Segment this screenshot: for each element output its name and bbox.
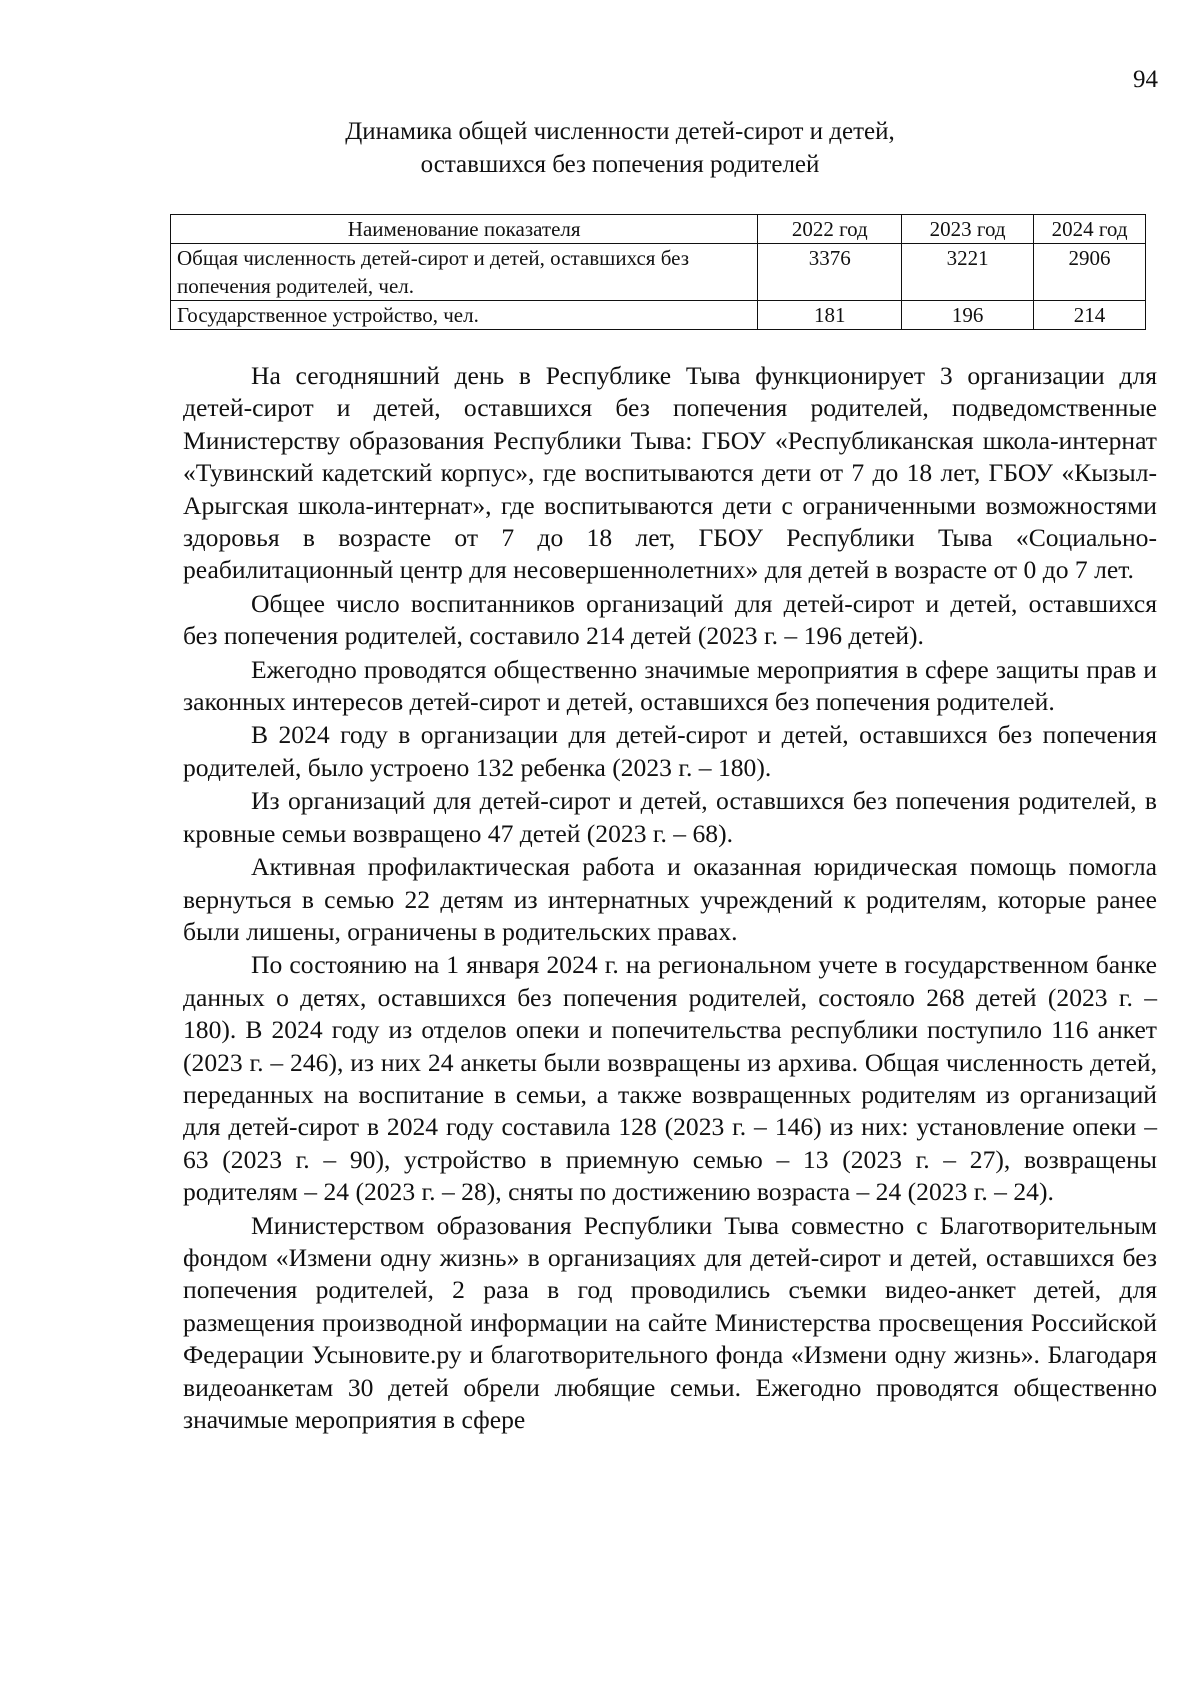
paragraph: Ежегодно проводятся общественно значимые мероприятия в сфере защиты прав и законных интересов детей-сирот и детей, оставшихся без попечения родителей. xyxy=(183,654,1157,717)
header-year-2024: 2024 год xyxy=(1034,215,1146,244)
title-line-1: Динамика общей численности детей-сирот и детей, xyxy=(345,118,895,145)
title-line-2: оставшихся без попечения родителей xyxy=(420,151,820,178)
paragraph: Общее число воспитанников организаций для детей-сирот и детей, оставшихся без попечения родителей, составило 214 детей (2023 г. – 196 детей). xyxy=(183,588,1157,651)
page-number: 94 xyxy=(1133,66,1158,93)
paragraph: В 2024 году в организации для детей-сирот и детей, оставшихся без попечения родителей, было устроено 132 ребенка (2023 г. – 180). xyxy=(183,720,1157,782)
table-row xyxy=(171,244,1146,301)
row-label: Общая численность детей-сирот и детей, оставшихся без попечения родителей, чел. xyxy=(171,244,758,301)
cell-value: 3376 xyxy=(758,244,902,301)
paragraph: По состоянию на 1 января 2024 г. на региональном учете в государственном банке данных о детях, оставшихся без попечения родителей, состояло 268 детей (2023 г. – 180). В 2024 году из отделов опеки и попечительства республики поступило 116 анкет (2023 г. – 246), из них 24 анкеты были возвращены из архива. Общая численность детей, переданных на воспитание в семьи, а также возвращенных родителям из организаций для детей-сирот в 2024 году составила 128 (2023 г. – 146) из них: установление опеки – 63 (2023 г. – 90), устройство в приемную семью – 13 (2023 г. – 27), возвращены родителям – 24 (2023 г. – 28), сняты по достижению возраста – 24 (2023 г. – 24). xyxy=(183,950,1157,1207)
paragraph: Из организаций для детей-сирот и детей, оставшихся без попечения родителей, в кровные семьи возвращено 47 детей (2023 г. – 68). xyxy=(183,786,1157,848)
cell-value: 214 xyxy=(1034,301,1146,330)
paragraph: Министерством образования Республики Тыва совместно с Благотворительным фондом «Измени одну жизнь» в организациях для детей-сирот и детей, оставшихся без попечения родителей, 2 раза в год проводились съемки видео-анкет детей, для размещения производной информации на сайте Министерства просвещения Российской Федерации Усыновите.ру и благотворительного фонда «Измени одну жизнь». Благодаря видеоанкетам 30 детей обрели любящие семьи. Ежегодно проводятся общественно значимые мероприятия в сфере xyxy=(183,1210,1157,1434)
header-year-2023: 2023 год xyxy=(902,215,1034,244)
header-indicator-name: Наименование показателя xyxy=(171,215,758,244)
paragraph: Активная профилактическая работа и оказанная юридическая помощь помогла вернуться в семью 22 детям из интернатных учреждений к родителям, которые ранее были лишены, ограничены в родительских правах. xyxy=(183,852,1157,946)
table-row xyxy=(171,301,1146,330)
cell-value: 196 xyxy=(902,301,1034,330)
body-text xyxy=(183,360,1157,1437)
cell-value: 3221 xyxy=(902,244,1034,301)
cell-value: 2906 xyxy=(1034,244,1146,301)
cell-value: 181 xyxy=(758,301,902,330)
statistics-table xyxy=(170,214,1146,330)
header-year-2022: 2022 год xyxy=(758,215,902,244)
paragraph: На сегодняшний день в Республике Тыва функционирует 3 организации для детей-сирот и детей, оставшихся без попечения родителей, подведомственные Министерству образования Республики Тыва: ГБОУ «Республиканская школа-интернат «Тувинский кадетский корпус», где воспитываются дети от 7 до 18 лет, ГБОУ «Кызыл-Арыгская школа-интернат», где воспитываются дети с ограниченными возможностями здоровья в возрасте от 7 до 18 лет, ГБОУ Республики Тыва «Социально-реабилитационный центр для несовершеннолетних» для детей в возрасте от 0 до 7 лет. xyxy=(183,361,1157,585)
document-title xyxy=(170,115,1070,181)
table-header-row xyxy=(171,215,1146,244)
row-label: Государственное устройство, чел. xyxy=(171,301,758,330)
